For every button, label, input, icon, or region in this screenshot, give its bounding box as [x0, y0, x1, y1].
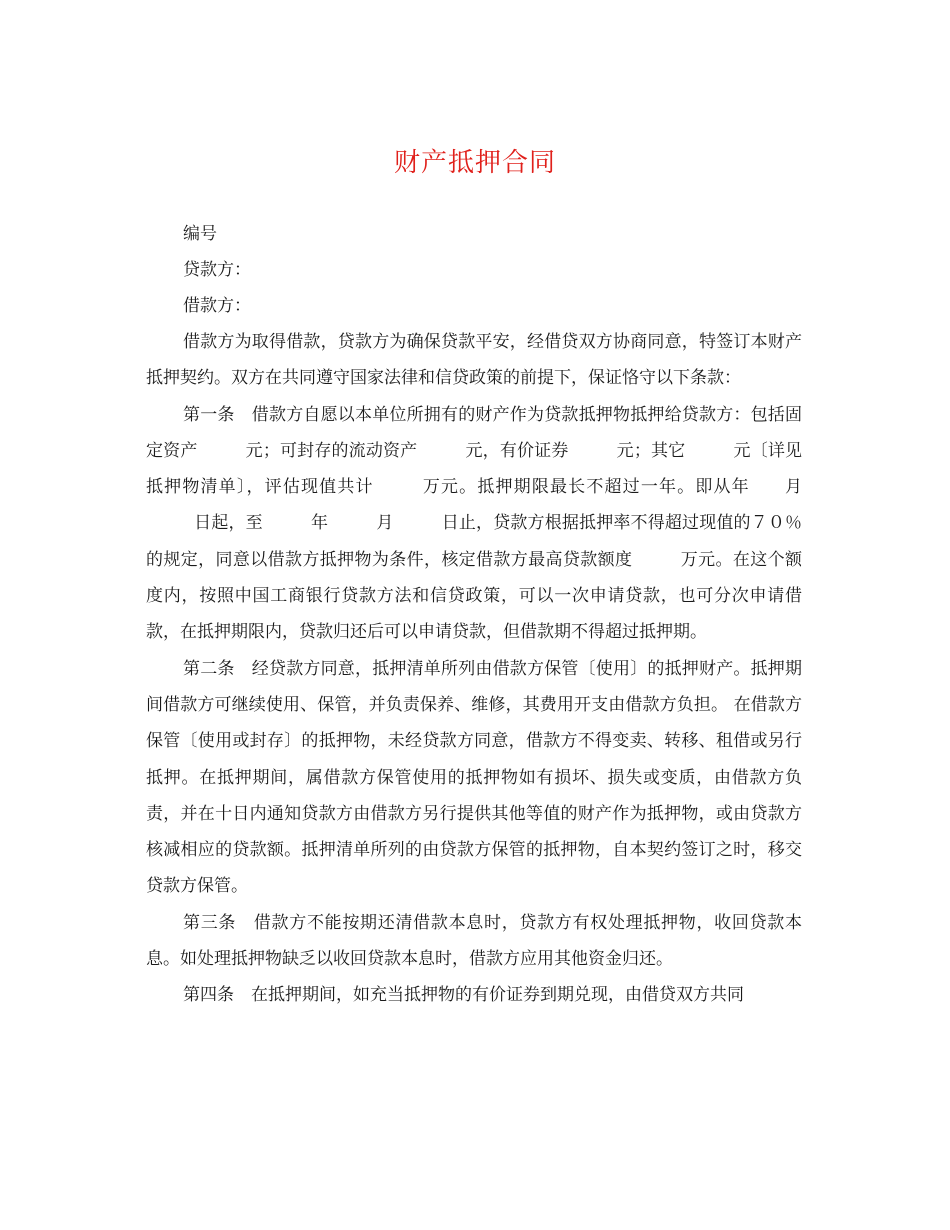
- document-body: [146, 216, 802, 1014]
- article-1-text-12: 万元。在这个额度内，按照中国工商银行贷款方法和信贷政策，可以一次申请贷款，也可分次申请借款，在抵押期限内，贷款归还后可以申请贷款，但借款期不得超过抵押期。: [146, 549, 803, 643]
- article-1-text-5: 万元。抵押期限最长不超过一年。即从: [421, 477, 732, 498]
- article-1-text-10: 月: [376, 513, 394, 534]
- preamble-paragraph: 借款方为取得借款，贷款方为确保贷款平安，经借贷双方协商同意，特签订本财产抵押契约。双方在共同遵守国家法律和信贷政策的前提下，保证恪守以下条款：: [146, 332, 802, 389]
- article-1-text-3: 元；其它: [616, 440, 686, 461]
- article-1-text-7: 月: [783, 477, 803, 498]
- article-3-paragraph: 第三条 借款方不能按期还清借款本息时，贷款方有权处理抵押物，收回贷款本息。如处理抵押物缺乏以收回贷款本息时，借款方应用其他资金归还。: [146, 912, 802, 970]
- borrower-field: 借款方：: [183, 296, 251, 316]
- article-1-text-2: 元，有价证券: [465, 440, 569, 461]
- article-1-lead: 第一条 借款方自愿以本单位所拥有的财产作为贷款抵押物抵押给贷款方：包括固定资产: [146, 404, 802, 461]
- contract-number-field: 编号: [183, 224, 217, 244]
- lender-field: 贷款方：: [183, 260, 251, 280]
- article-1-text-8: 日起，至: [194, 513, 263, 534]
- article-1-text-11: 日止，贷款方根据抵押率不得超过现值的７０％的规定，同意以借款方抵押物为条件，核定借款方最高贷款额度: [146, 513, 803, 570]
- article-2-paragraph: 第二条 经贷款方同意，抵押清单所列由借款方保管〔使用〕的抵押财产。抵押期间借款方可继续使用、保管，并负责保养、维修，其费用开支由借款方负担。 在借款方保管〔使用或封存〕的抵押物，未经贷款方同意，借款方不得变卖、转移、租借或另行抵押。在抵押期间，属借款方保管使用的抵押物如有损坏、损失或变质，由借款方负责，并在十日内通知贷款方由借款方另行提供其他等值的财产作为抵押物，或由贷款方核减相应的贷款额。抵押清单所列的由贷款方保管的抵押物，自本契约签订之时，移交贷款方保管。: [146, 658, 802, 897]
- article-1-text-6: 年: [731, 477, 750, 498]
- document-title: 财产抵押合同: [393, 148, 556, 178]
- article-1-paragraph: [146, 397, 802, 651]
- article-1-text-9: 年: [310, 513, 329, 534]
- article-4-paragraph: 第四条 在抵押期间，如充当抵押物的有价证券到期兑现，由借贷双方共同: [183, 985, 744, 1006]
- article-1-text-4: 元〔详见抵押物清单〕，评估现值共计: [146, 440, 803, 498]
- article-1-text-1: 元；可封存的流动资产: [245, 440, 418, 461]
